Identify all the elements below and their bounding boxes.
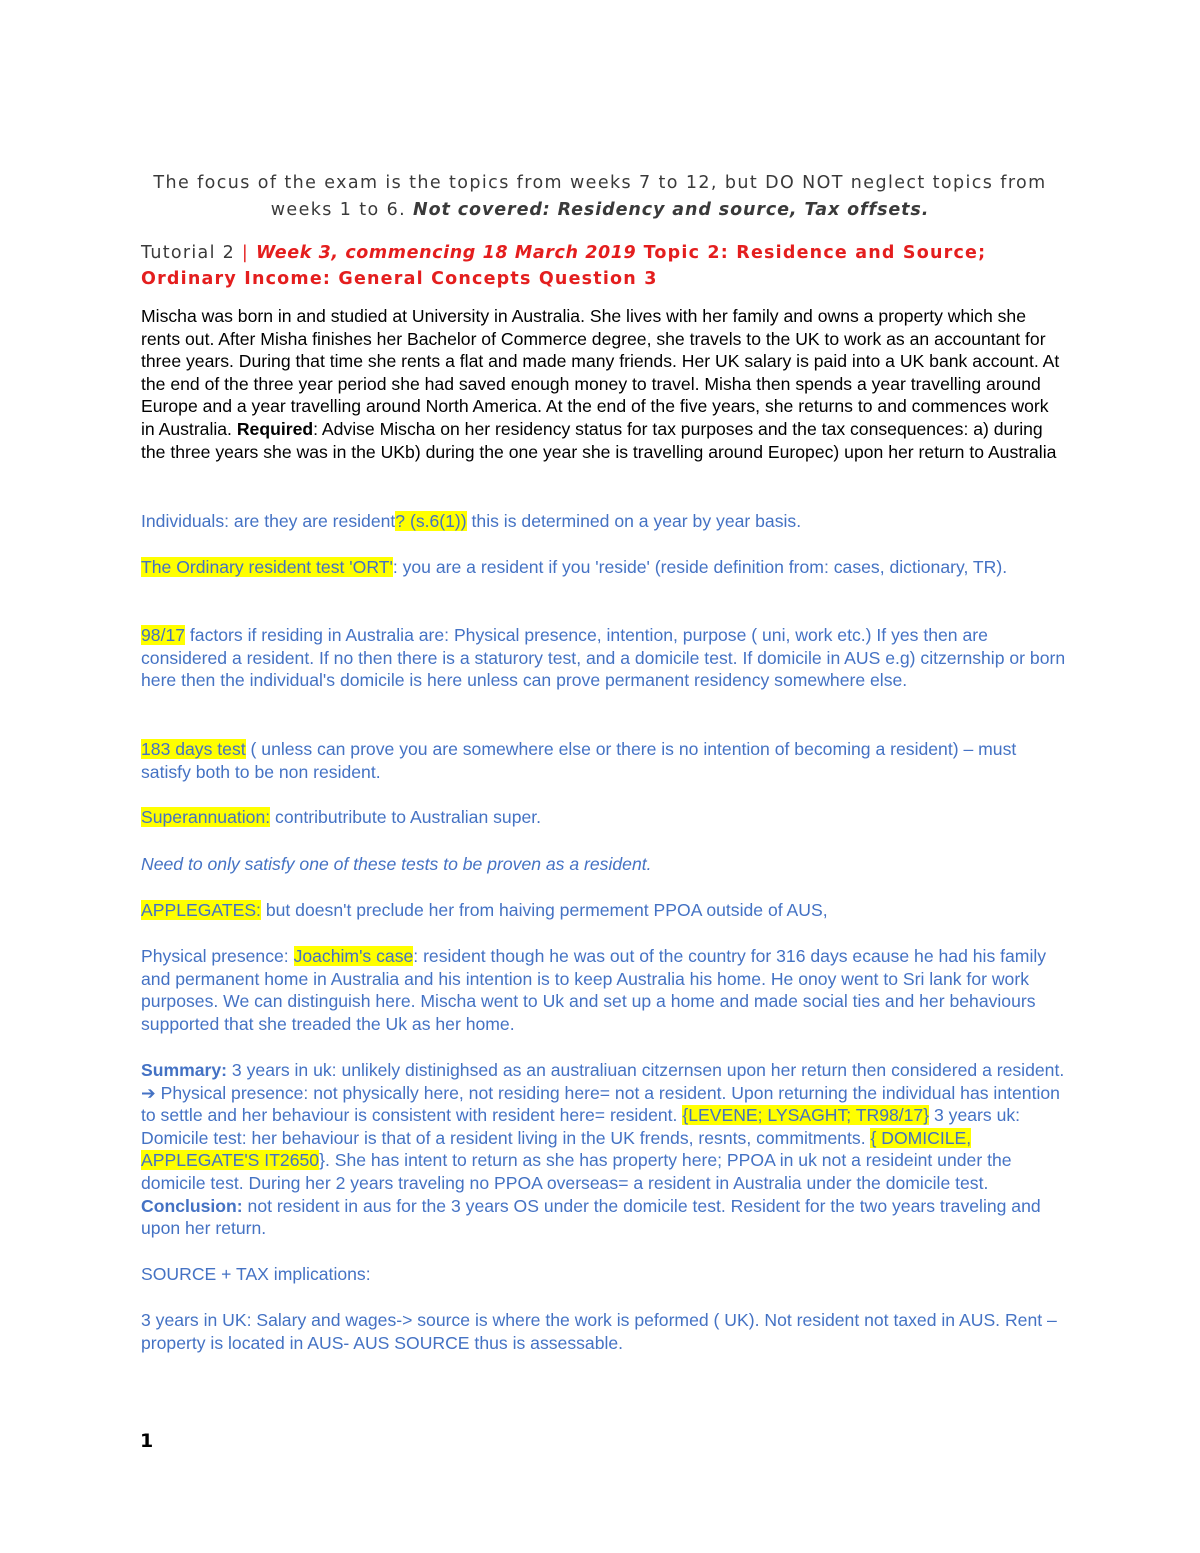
conclusion-label: Conclusion: [141, 1195, 243, 1216]
highlight-section-ref: ? (s.6(1)) [395, 511, 467, 531]
note-183-days [141, 738, 1066, 783]
note-text: contributribute to Australian super. [270, 807, 542, 827]
not-covered-note: Not covered: Residency and source, Tax offsets. [413, 200, 930, 220]
highlight-ort: The Ordinary resident test 'ORT' [141, 557, 393, 577]
note-text: 3 years uk: Domicile test: her behaviour is that of a resident living in the UK frends, resnts, commitments. [141, 1105, 1021, 1148]
exam-focus-line-2 [140, 197, 1060, 224]
highlight-applegates: APPLEGATES: [141, 900, 261, 920]
note-text: factors if residing in Australia are: Physical presence, intention, purpose ( uni, work etc.) If yes then are considered a resident. If no then there is a staturory test, and a domicile test. If domicile in AUS e.g) citzernship or born here then the individual's domicile is here unless can prove permanent residency somewhere else. [141, 625, 1066, 691]
note-text: but doesn't preclude her from haiving permement PPOA outside of AUS, [260, 900, 828, 920]
note-superannuation [141, 806, 1066, 829]
note-text: Individuals: are they are resident [141, 511, 396, 531]
note-text: Physical presence: not physically here, not residing here= not a resident. Upon returning the individual has intention to settle and her behaviour is consistent with resident here= resident. [141, 1082, 1060, 1126]
note-text: }. She has intent to return as she has property here; PPOA in uk not a resideint under the domicile test. During her 2 years traveling no PPOA overseas= a resident in Australia under the domicile test. [141, 1150, 1012, 1193]
note-text: 3 years in uk: unlikely distinighsed as an australiuan citzernsen upon her return then considered a resident. [227, 1060, 1065, 1080]
required-label: Required [236, 418, 314, 439]
note-text: ( unless can prove you are somewhere else or there is no intention of becoming a resident) – must satisfy both to be non resident. [141, 739, 1017, 782]
note-physical-presence [141, 945, 1066, 1035]
arrow-icon: ➔ [141, 1082, 156, 1103]
page-number: 1 [140, 1430, 154, 1452]
highlight-tr-98-17: 98/17 [141, 625, 186, 645]
note-individuals [141, 510, 1066, 533]
highlight-183-days: 183 days test [141, 739, 246, 759]
highlight-superannuation: Superannuation: [141, 807, 271, 827]
tutorial-heading [141, 240, 1061, 292]
note-text: : you are a resident if you 'reside' (reside definition from: cases, dictionary, TR). [392, 557, 1008, 577]
exam-focus-weeks: weeks 1 to 6. [270, 200, 414, 220]
note-text: : resident though he was out of the country for 316 days ecause he had his family and permanent home in Australia and his intention is to keep Australia his home. He onoy went to Sri lank for work purposes. We can distinguish here. Mischa went to Uk and set up a home and made social ties and her behaviours supported that she treaded the Uk as her home. [141, 946, 1047, 1034]
tutorial-week: Week 3, commencing 18 March 2019 [255, 243, 637, 263]
question-paragraph [141, 305, 1066, 463]
note-text: Physical presence: [141, 946, 294, 966]
note-applegates [141, 899, 1066, 922]
note-summary [141, 1059, 1066, 1240]
tutorial-topic: Topic 2: Residence and Source; Ordinary Income: General Concepts Question 3 [141, 243, 987, 289]
question-text: Mischa was born in and studied at University in Australia. She lives with her family and owns a property which she rents out. After Misha finishes her Bachelor of Commerce degree, she travels to the UK to work as an accountant for three years. During that time she rents a flat and made many friends. Her UK salary is paid into a UK bank account. At the end of the three year period she had saved enough money to travel. Misha then spends a year travelling around Europe and a year travelling around North America. At the end of the five years, she returns to and commences work in Australia. [141, 306, 1060, 439]
tutorial-separator: | [235, 243, 256, 263]
note-text: this is determined on a year by year basis. [466, 511, 802, 531]
exam-focus-note [140, 170, 1060, 224]
note-one-test: Need to only satisfy one of these tests to be proven as a resident. [141, 854, 652, 874]
summary-label: Summary: [141, 1060, 228, 1080]
exam-focus-line-1: The focus of the exam is the topics from weeks 7 to 12, but DO NOT neglect topics from [153, 173, 1047, 193]
note-uk-source: 3 years in UK: Salary and wages-> source is where the work is peformed ( UK). Not resident not taxed in AUS. Rent – property is located in AUS- AUS SOURCE thus is assessable. [141, 1310, 1057, 1353]
note-ordinary-resident-test [141, 556, 1066, 579]
highlight-domicile-applegate: { DOMICILE, APPLEGATE'S IT2650 [141, 1127, 972, 1171]
note-text: not resident in aus for the 3 years OS under the domicile test. Resident for the two years traveling and upon her return. [141, 1195, 1041, 1239]
highlight-levene-lysaght: {LEVENE; LYSAGHT; TR98/17} [682, 1105, 930, 1126]
tutorial-label: Tutorial 2 [141, 243, 236, 263]
required-text: : Advise Mischa on her residency status for tax purposes and the tax consequences: a) during the three years she was in the UKb) during the one year she is travelling around Europec) upon her return to Australia [141, 418, 1057, 462]
note-factors [141, 624, 1066, 692]
source-tax-heading: SOURCE + TAX implications: [141, 1264, 371, 1284]
highlight-joachim-case: Joachim's case [293, 946, 414, 966]
